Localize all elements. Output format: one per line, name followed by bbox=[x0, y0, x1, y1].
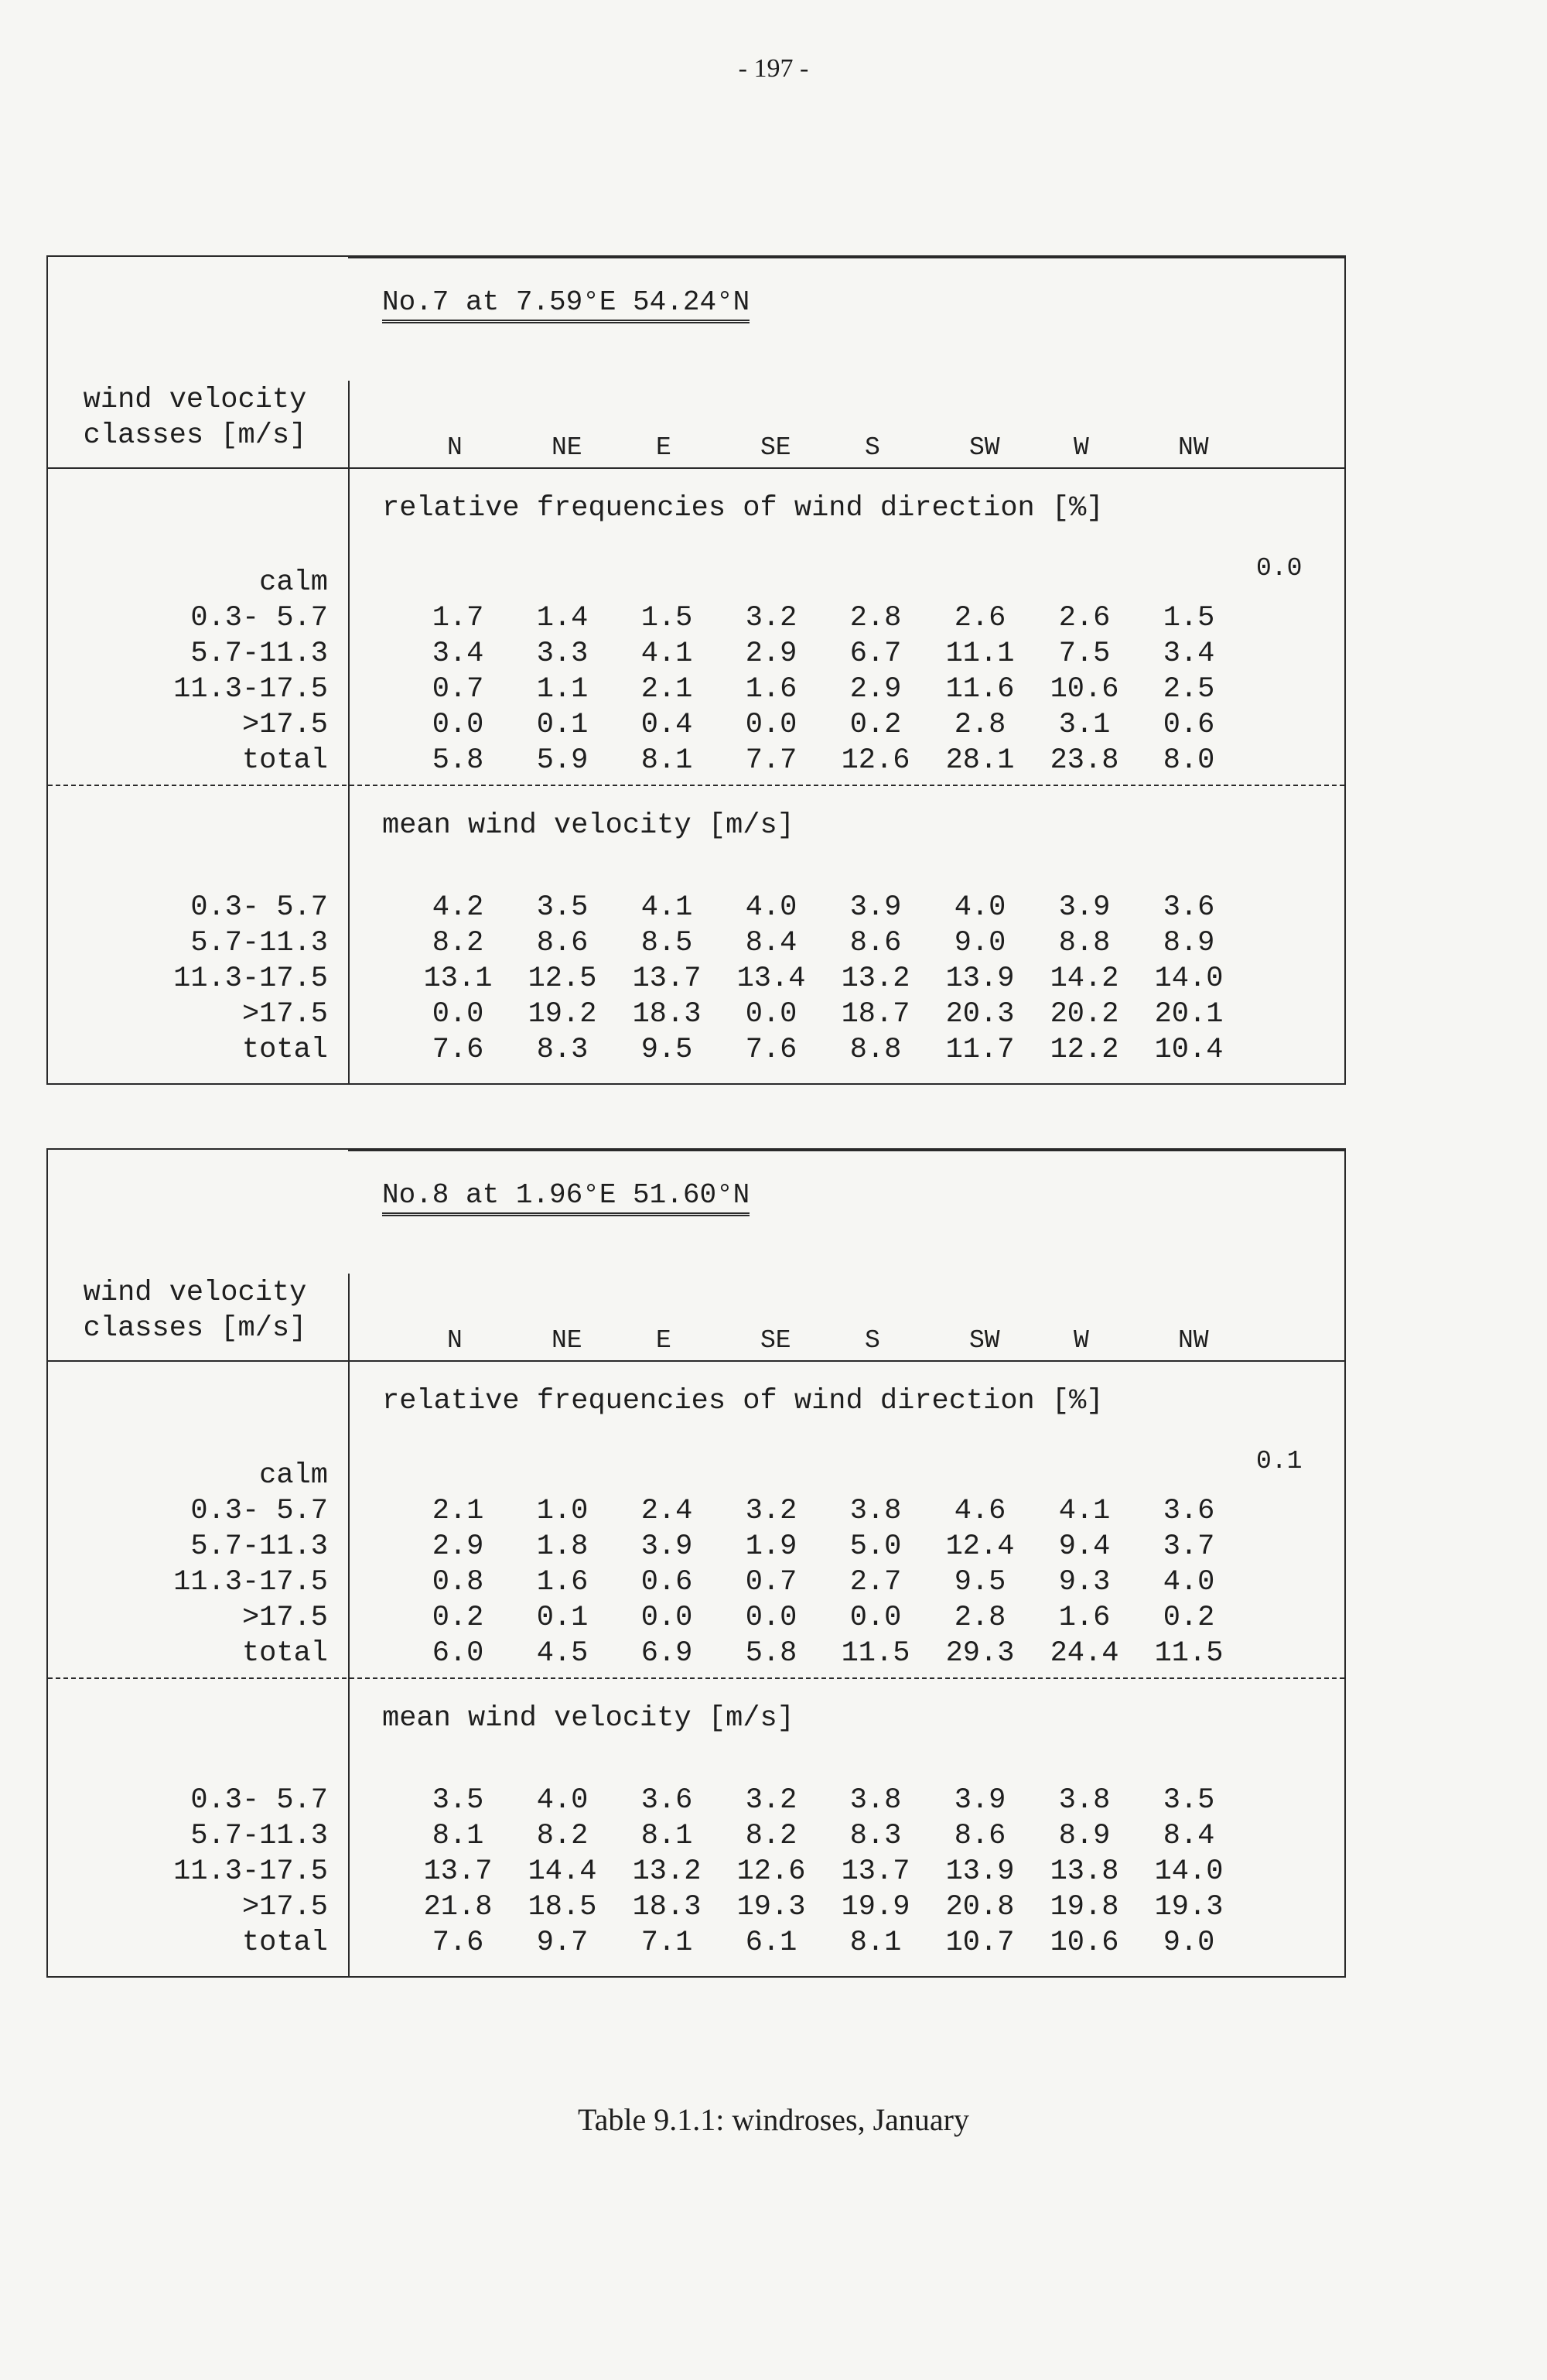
mean-velocity-value-cell: 18.5 bbox=[528, 1891, 597, 1923]
frequency-value-cell: 6.7 bbox=[849, 638, 902, 670]
calm-value: 0.1 bbox=[1256, 1447, 1303, 1476]
mean-velocity-row-label: total bbox=[241, 1034, 328, 1066]
mean-velocity-row-label: 5.7-11.3 bbox=[190, 1820, 328, 1852]
frequency-value-cell: 8.1 bbox=[640, 744, 693, 777]
frequency-value-cell: 11.1 bbox=[945, 638, 1015, 670]
mean-velocity-row-label: 5.7-11.3 bbox=[190, 927, 328, 959]
mean-velocity-row-label: >17.5 bbox=[241, 1891, 328, 1923]
station-title: No.7 at 7.59°E 54.24°N bbox=[382, 286, 750, 323]
frequency-value-cell: 0.7 bbox=[432, 673, 484, 706]
frequency-value-cell: 1.0 bbox=[536, 1495, 589, 1527]
frequency-value-cell: 1.1 bbox=[536, 673, 589, 706]
mean-velocity-value-cell: 8.8 bbox=[1058, 927, 1111, 959]
mean-velocity-value-cell: 13.4 bbox=[736, 963, 806, 995]
mean-velocity-value-cell: 3.8 bbox=[1058, 1784, 1111, 1817]
frequency-value-cell: 0.0 bbox=[745, 1602, 797, 1634]
mean-velocity-value-cell: 3.5 bbox=[536, 891, 589, 924]
class-header-line: classes [m/s] bbox=[83, 419, 307, 452]
mean-velocity-value-cell: 3.6 bbox=[640, 1784, 693, 1817]
frequency-value-cell: 0.4 bbox=[640, 709, 693, 741]
frequency-row-label: total bbox=[241, 744, 328, 777]
frequency-value-cell: 4.6 bbox=[954, 1495, 1006, 1527]
frequency-value-cell: 3.2 bbox=[745, 1495, 797, 1527]
frequency-value-cell: 2.6 bbox=[954, 602, 1006, 634]
mean-velocity-row-label: >17.5 bbox=[241, 998, 328, 1031]
frequency-value-cell: 3.7 bbox=[1163, 1530, 1215, 1563]
frequency-value-cell: 12.6 bbox=[841, 744, 910, 777]
frequency-value-cell: 0.2 bbox=[849, 709, 902, 741]
mean-velocity-row-label: 0.3- 5.7 bbox=[190, 891, 328, 924]
mean-velocity-value-cell: 4.0 bbox=[954, 891, 1006, 924]
mean-velocity-value-cell: 10.6 bbox=[1050, 1927, 1119, 1959]
direction-label: E bbox=[656, 433, 671, 462]
mean-velocity-value-cell: 8.3 bbox=[849, 1820, 902, 1852]
frequency-value-cell: 3.4 bbox=[1163, 638, 1215, 670]
mean-velocity-value-cell: 10.4 bbox=[1154, 1034, 1224, 1066]
mean-velocity-value-cell: 19.8 bbox=[1050, 1891, 1119, 1923]
mean-velocity-value-cell: 3.9 bbox=[1058, 891, 1111, 924]
direction-label: NW bbox=[1178, 433, 1209, 462]
station-table-no7 bbox=[46, 255, 1346, 1085]
frequency-value-cell: 0.2 bbox=[432, 1602, 484, 1634]
direction-label: NW bbox=[1178, 1326, 1209, 1355]
direction-label: W bbox=[1074, 433, 1089, 462]
mean-velocity-value-cell: 10.7 bbox=[945, 1927, 1015, 1959]
frequency-value-cell: 0.0 bbox=[640, 1602, 693, 1634]
mean-velocity-row-label: 11.3-17.5 bbox=[173, 1855, 328, 1888]
frequency-value-cell: 1.5 bbox=[640, 602, 693, 634]
mean-velocity-value-cell: 8.6 bbox=[954, 1820, 1006, 1852]
mean-velocity-value-cell: 20.2 bbox=[1050, 998, 1119, 1031]
column-divider bbox=[348, 1274, 350, 1976]
mean-velocity-value-cell: 20.8 bbox=[945, 1891, 1015, 1923]
mean-velocity-value-cell: 8.1 bbox=[432, 1820, 484, 1852]
class-header-line: wind velocity bbox=[83, 1277, 307, 1309]
section-divider-dashed bbox=[48, 785, 1344, 786]
mean-velocity-value-cell: 8.9 bbox=[1163, 927, 1215, 959]
frequency-value-cell: 0.0 bbox=[432, 709, 484, 741]
direction-label: SE bbox=[760, 1326, 791, 1355]
frequency-value-cell: 1.7 bbox=[432, 602, 484, 634]
frequency-value-cell: 1.9 bbox=[745, 1530, 797, 1563]
frequency-value-cell: 4.1 bbox=[640, 638, 693, 670]
frequency-row-label: >17.5 bbox=[241, 1602, 328, 1634]
frequency-row-label: 0.3- 5.7 bbox=[190, 602, 328, 634]
mean-velocity-value-cell: 14.2 bbox=[1050, 963, 1119, 995]
mean-velocity-value-cell: 3.6 bbox=[1163, 891, 1215, 924]
frequency-value-cell: 2.1 bbox=[640, 673, 693, 706]
frequency-value-cell: 0.7 bbox=[745, 1566, 797, 1599]
frequency-value-cell: 2.9 bbox=[849, 673, 902, 706]
mean-velocity-value-cell: 8.2 bbox=[432, 927, 484, 959]
frequency-row-label: 0.3- 5.7 bbox=[190, 1495, 328, 1527]
frequency-value-cell: 1.4 bbox=[536, 602, 589, 634]
mean-velocity-value-cell: 9.5 bbox=[640, 1034, 693, 1066]
frequency-value-cell: 2.8 bbox=[849, 602, 902, 634]
frequency-value-cell: 9.5 bbox=[954, 1566, 1006, 1599]
row-label-calm: calm bbox=[259, 566, 328, 599]
page-number: - 197 - bbox=[738, 54, 809, 83]
frequency-value-cell: 2.1 bbox=[432, 1495, 484, 1527]
mean-velocity-value-cell: 0.0 bbox=[432, 998, 484, 1031]
frequency-value-cell: 10.6 bbox=[1050, 673, 1119, 706]
direction-label: SW bbox=[969, 1326, 1000, 1355]
frequency-value-cell: 3.1 bbox=[1058, 709, 1111, 741]
mean-velocity-value-cell: 3.5 bbox=[432, 1784, 484, 1817]
frequency-value-cell: 11.5 bbox=[841, 1637, 910, 1670]
mean-velocity-value-cell: 12.6 bbox=[736, 1855, 806, 1888]
frequency-value-cell: 0.6 bbox=[640, 1566, 693, 1599]
mean-velocity-value-cell: 14.0 bbox=[1154, 963, 1224, 995]
mean-velocity-value-cell: 14.4 bbox=[528, 1855, 597, 1888]
frequency-section-title: relative frequencies of wind direction [%] bbox=[382, 492, 1104, 525]
frequency-value-cell: 2.5 bbox=[1163, 673, 1215, 706]
frequency-value-cell: 2.7 bbox=[849, 1566, 902, 1599]
mean-velocity-value-cell: 9.0 bbox=[1163, 1927, 1215, 1959]
mean-velocity-value-cell: 3.8 bbox=[849, 1784, 902, 1817]
frequency-value-cell: 7.5 bbox=[1058, 638, 1111, 670]
mean-velocity-value-cell: 3.9 bbox=[954, 1784, 1006, 1817]
mean-velocity-value-cell: 8.4 bbox=[745, 927, 797, 959]
frequency-value-cell: 9.3 bbox=[1058, 1566, 1111, 1599]
frequency-value-cell: 3.9 bbox=[640, 1530, 693, 1563]
frequency-value-cell: 0.1 bbox=[536, 709, 589, 741]
frequency-section-title: relative frequencies of wind direction [%] bbox=[382, 1385, 1104, 1417]
class-header-line: wind velocity bbox=[83, 384, 307, 416]
frequency-value-cell: 8.0 bbox=[1163, 744, 1215, 777]
frequency-value-cell: 0.1 bbox=[536, 1602, 589, 1634]
frequency-value-cell: 2.8 bbox=[954, 1602, 1006, 1634]
frequency-value-cell: 3.4 bbox=[432, 638, 484, 670]
frequency-value-cell: 6.9 bbox=[640, 1637, 693, 1670]
mean-velocity-value-cell: 13.7 bbox=[841, 1855, 910, 1888]
mean-velocity-value-cell: 8.8 bbox=[849, 1034, 902, 1066]
frequency-value-cell: 1.6 bbox=[745, 673, 797, 706]
frequency-value-cell: 11.6 bbox=[945, 673, 1015, 706]
mean-velocity-row-label: total bbox=[241, 1927, 328, 1959]
direction-label: N bbox=[447, 433, 463, 462]
mean-velocity-value-cell: 11.7 bbox=[945, 1034, 1015, 1066]
mean-velocity-value-cell: 4.1 bbox=[640, 891, 693, 924]
frequency-value-cell: 6.0 bbox=[432, 1637, 484, 1670]
mean-velocity-value-cell: 13.9 bbox=[945, 963, 1015, 995]
class-header bbox=[48, 382, 342, 453]
frequency-value-cell: 11.5 bbox=[1154, 1637, 1224, 1670]
frequency-value-cell: 5.8 bbox=[432, 744, 484, 777]
direction-label: SE bbox=[760, 433, 791, 462]
mean-velocity-value-cell: 19.9 bbox=[841, 1891, 910, 1923]
frequency-value-cell: 2.6 bbox=[1058, 602, 1111, 634]
mean-velocity-value-cell: 6.1 bbox=[745, 1927, 797, 1959]
frequency-row-label: total bbox=[241, 1637, 328, 1670]
mean-velocity-value-cell: 0.0 bbox=[745, 998, 797, 1031]
mean-velocity-section-title: mean wind velocity [m/s] bbox=[382, 809, 794, 842]
mean-velocity-value-cell: 3.2 bbox=[745, 1784, 797, 1817]
frequency-value-cell: 0.8 bbox=[432, 1566, 484, 1599]
frequency-row-label: 5.7-11.3 bbox=[190, 638, 328, 670]
mean-velocity-value-cell: 8.5 bbox=[640, 927, 693, 959]
mean-velocity-value-cell: 18.3 bbox=[632, 1891, 702, 1923]
frequency-value-cell: 24.4 bbox=[1050, 1637, 1119, 1670]
frequency-row-label: 11.3-17.5 bbox=[173, 1566, 328, 1599]
frequency-value-cell: 2.8 bbox=[954, 709, 1006, 741]
frequency-value-cell: 3.6 bbox=[1163, 1495, 1215, 1527]
direction-label: SW bbox=[969, 433, 1000, 462]
direction-label: NE bbox=[552, 433, 582, 462]
mean-velocity-value-cell: 8.1 bbox=[640, 1820, 693, 1852]
mean-velocity-value-cell: 4.0 bbox=[536, 1784, 589, 1817]
mean-velocity-value-cell: 3.5 bbox=[1163, 1784, 1215, 1817]
frequency-value-cell: 4.0 bbox=[1163, 1566, 1215, 1599]
mean-velocity-value-cell: 8.2 bbox=[536, 1820, 589, 1852]
frequency-value-cell: 1.5 bbox=[1163, 602, 1215, 634]
mean-velocity-value-cell: 21.8 bbox=[423, 1891, 493, 1923]
mean-velocity-value-cell: 20.3 bbox=[945, 998, 1015, 1031]
direction-label: N bbox=[447, 1326, 463, 1355]
mean-velocity-value-cell: 7.6 bbox=[745, 1034, 797, 1066]
direction-label: W bbox=[1074, 1326, 1089, 1355]
mean-velocity-value-cell: 8.9 bbox=[1058, 1820, 1111, 1852]
class-header bbox=[48, 1275, 342, 1346]
mean-velocity-value-cell: 13.2 bbox=[841, 963, 910, 995]
frequency-value-cell: 23.8 bbox=[1050, 744, 1119, 777]
frequency-value-cell: 3.3 bbox=[536, 638, 589, 670]
frequency-value-cell: 29.3 bbox=[945, 1637, 1015, 1670]
frequency-value-cell: 2.9 bbox=[432, 1530, 484, 1563]
mean-velocity-value-cell: 4.0 bbox=[745, 891, 797, 924]
frequency-value-cell: 5.8 bbox=[745, 1637, 797, 1670]
direction-label: S bbox=[865, 433, 880, 462]
mean-velocity-value-cell: 14.0 bbox=[1154, 1855, 1224, 1888]
mean-velocity-row-label: 0.3- 5.7 bbox=[190, 1784, 328, 1817]
mean-velocity-value-cell: 8.3 bbox=[536, 1034, 589, 1066]
frequency-value-cell: 12.4 bbox=[945, 1530, 1015, 1563]
frequency-value-cell: 1.8 bbox=[536, 1530, 589, 1563]
mean-velocity-value-cell: 20.1 bbox=[1154, 998, 1224, 1031]
mean-velocity-value-cell: 18.7 bbox=[841, 998, 910, 1031]
mean-velocity-value-cell: 8.6 bbox=[536, 927, 589, 959]
mean-velocity-value-cell: 7.1 bbox=[640, 1927, 693, 1959]
mean-velocity-value-cell: 4.2 bbox=[432, 891, 484, 924]
frequency-value-cell: 3.8 bbox=[849, 1495, 902, 1527]
frequency-row-label: >17.5 bbox=[241, 709, 328, 741]
frequency-value-cell: 0.6 bbox=[1163, 709, 1215, 741]
frequency-value-cell: 3.2 bbox=[745, 602, 797, 634]
mean-velocity-value-cell: 9.7 bbox=[536, 1927, 589, 1959]
frequency-value-cell: 0.2 bbox=[1163, 1602, 1215, 1634]
table-caption: Table 9.1.1: windroses, January bbox=[578, 2102, 969, 2137]
mean-velocity-value-cell: 8.1 bbox=[849, 1927, 902, 1959]
header-bottom-rule bbox=[48, 1360, 1344, 1362]
frequency-value-cell: 28.1 bbox=[945, 744, 1015, 777]
calm-value: 0.0 bbox=[1256, 554, 1303, 583]
mean-velocity-value-cell: 12.2 bbox=[1050, 1034, 1119, 1066]
frequency-value-cell: 0.0 bbox=[745, 709, 797, 741]
frequency-value-cell: 4.5 bbox=[536, 1637, 589, 1670]
frequency-value-cell: 9.4 bbox=[1058, 1530, 1111, 1563]
mean-velocity-value-cell: 19.3 bbox=[1154, 1891, 1224, 1923]
column-divider bbox=[348, 381, 350, 1083]
mean-velocity-value-cell: 8.6 bbox=[849, 927, 902, 959]
mean-velocity-value-cell: 13.2 bbox=[632, 1855, 702, 1888]
frequency-value-cell: 2.9 bbox=[745, 638, 797, 670]
row-label-calm: calm bbox=[259, 1459, 328, 1492]
mean-velocity-value-cell: 13.7 bbox=[632, 963, 702, 995]
frequency-row-label: 11.3-17.5 bbox=[173, 673, 328, 706]
frequency-value-cell: 1.6 bbox=[1058, 1602, 1111, 1634]
mean-velocity-section-title: mean wind velocity [m/s] bbox=[382, 1702, 794, 1735]
mean-velocity-value-cell: 8.2 bbox=[745, 1820, 797, 1852]
mean-velocity-value-cell: 19.2 bbox=[528, 998, 597, 1031]
frequency-value-cell: 5.9 bbox=[536, 744, 589, 777]
mean-velocity-value-cell: 13.9 bbox=[945, 1855, 1015, 1888]
header-top-rule bbox=[348, 257, 1344, 258]
frequency-value-cell: 7.7 bbox=[745, 744, 797, 777]
header-bottom-rule bbox=[48, 467, 1344, 469]
frequency-row-label: 5.7-11.3 bbox=[190, 1530, 328, 1563]
frequency-value-cell: 2.4 bbox=[640, 1495, 693, 1527]
mean-velocity-row-label: 11.3-17.5 bbox=[173, 963, 328, 995]
mean-velocity-value-cell: 13.7 bbox=[423, 1855, 493, 1888]
mean-velocity-value-cell: 8.4 bbox=[1163, 1820, 1215, 1852]
mean-velocity-value-cell: 12.5 bbox=[528, 963, 597, 995]
mean-velocity-value-cell: 18.3 bbox=[632, 998, 702, 1031]
mean-velocity-value-cell: 7.6 bbox=[432, 1034, 484, 1066]
frequency-value-cell: 1.6 bbox=[536, 1566, 589, 1599]
mean-velocity-value-cell: 19.3 bbox=[736, 1891, 806, 1923]
direction-label: NE bbox=[552, 1326, 582, 1355]
header-top-rule bbox=[348, 1150, 1344, 1151]
mean-velocity-value-cell: 9.0 bbox=[954, 927, 1006, 959]
mean-velocity-value-cell: 3.9 bbox=[849, 891, 902, 924]
section-divider-dashed bbox=[48, 1677, 1344, 1679]
mean-velocity-value-cell: 13.1 bbox=[423, 963, 493, 995]
mean-velocity-value-cell: 13.8 bbox=[1050, 1855, 1119, 1888]
frequency-value-cell: 0.0 bbox=[849, 1602, 902, 1634]
station-title: No.8 at 1.96°E 51.60°N bbox=[382, 1179, 750, 1216]
direction-label: E bbox=[656, 1326, 671, 1355]
station-table-no8 bbox=[46, 1148, 1346, 1978]
direction-label: S bbox=[865, 1326, 880, 1355]
frequency-value-cell: 5.0 bbox=[849, 1530, 902, 1563]
class-header-line: classes [m/s] bbox=[83, 1312, 307, 1345]
frequency-value-cell: 4.1 bbox=[1058, 1495, 1111, 1527]
mean-velocity-value-cell: 7.6 bbox=[432, 1927, 484, 1959]
